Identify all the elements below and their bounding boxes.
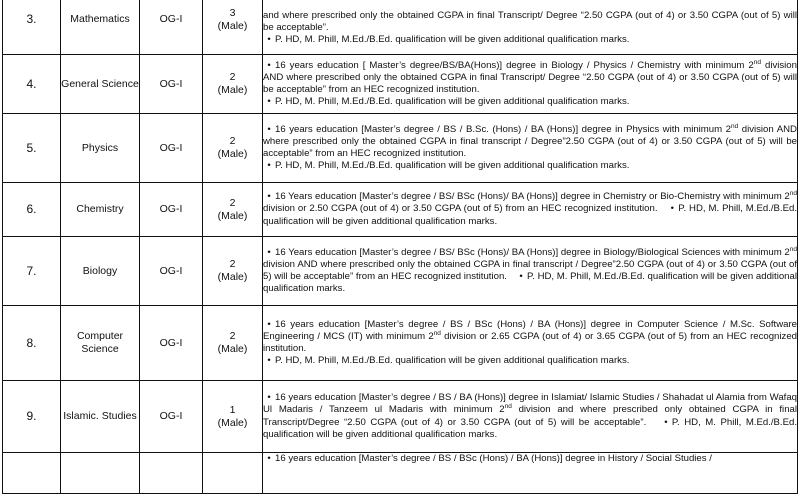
qualification-table bbox=[2, 0, 798, 494]
posts-gender: (Male) bbox=[217, 271, 248, 283]
bullet-icon: • bbox=[664, 416, 668, 428]
qualification-text: 16 Years education [Master’s degree / BS/ BSc (Hons)/ BA (Hons)] degree in Chemistry or Bio-Chemistry with minimum 2nd division or 2.50 CGPA (out of 4) or 3.50 CGPA (out of 5) from an HEC recognized institution. bbox=[263, 190, 797, 215]
qualification-text: 16 years education [Master’s degree / BS / B.Sc. (Hons) / BA (Hons)] degree in Physics with minimum 2nd division AND where prescribed only the obtained CGPA in final transcript / Degree”2.50 CGPA (out of 4) or 3.50 CGPA (out of 5) will be acceptable” from an HEC recognized institution. bbox=[263, 122, 797, 159]
posts-count: 3 bbox=[229, 6, 236, 19]
serial-number bbox=[3, 453, 61, 494]
qualification-cell bbox=[263, 306, 798, 381]
qualification-text: and where prescribed only the obtained CGPA in final Transcript/ Degree “2.50 CGPA (out of 4) or 3.50 CGPA (out of 5) will be acceptable”. bbox=[263, 9, 797, 33]
subject-name bbox=[61, 453, 140, 494]
bullet-icon: • bbox=[267, 96, 271, 108]
bullet-icon: • bbox=[267, 59, 271, 71]
qualification-cell bbox=[263, 237, 798, 306]
qualification-additional: P. HD, M. Phill, M.Ed./B.Ed. qualification will be given additional qualification marks. bbox=[263, 203, 797, 227]
bullet-icon: • bbox=[267, 355, 271, 367]
bullet-icon: • bbox=[267, 191, 271, 203]
serial-number: 9. bbox=[3, 381, 61, 453]
posts-count: 2 bbox=[229, 330, 236, 342]
posts-count: 2 bbox=[229, 258, 236, 270]
posts-count: 1 bbox=[229, 403, 236, 416]
posts-gender: (Male) bbox=[217, 84, 248, 96]
subject-name: General Science bbox=[61, 55, 140, 114]
qualification-additional: P. HD, M. Phill, M.Ed./B.Ed. qualification will be given additional qualification marks. bbox=[263, 416, 798, 440]
subject-name: Islamic. Studies bbox=[61, 381, 140, 453]
qualification-cell bbox=[263, 183, 798, 237]
grade: OG-I bbox=[140, 306, 203, 381]
qualification-additional: P. HD, M. Phill, M.Ed./B.Ed. qualification will be given additional qualification marks. bbox=[275, 34, 630, 46]
table-row bbox=[3, 55, 798, 114]
bullet-icon: • bbox=[267, 160, 271, 172]
posts-gender: (Male) bbox=[217, 416, 248, 429]
posts-count: 2 bbox=[229, 196, 236, 209]
qualification-additional: P. HD, M. Phill, M.Ed./B.Ed. qualification will be given additional qualification marks. bbox=[275, 160, 630, 172]
qualification-cell bbox=[263, 114, 798, 183]
bullet-icon: • bbox=[267, 123, 271, 135]
qualification-cell bbox=[263, 381, 798, 453]
bullet-icon: • bbox=[267, 392, 271, 404]
table-row bbox=[3, 381, 798, 453]
posts-cell bbox=[203, 0, 263, 55]
table-row bbox=[3, 306, 798, 381]
posts-cell bbox=[203, 381, 263, 453]
posts-cell bbox=[203, 306, 263, 381]
posts-cell bbox=[203, 237, 263, 306]
bullet-icon: • bbox=[670, 203, 674, 215]
posts-cell bbox=[203, 55, 263, 114]
serial-number: 7. bbox=[3, 237, 61, 306]
subject-name: Chemistry bbox=[61, 183, 140, 237]
posts-gender: (Male) bbox=[217, 343, 248, 355]
subject-name: Biology bbox=[61, 237, 140, 306]
bullet-icon: • bbox=[519, 271, 523, 282]
posts-gender: (Male) bbox=[217, 19, 248, 32]
subject-name: Physics bbox=[61, 114, 140, 183]
bullet-icon: • bbox=[267, 34, 271, 46]
qualification-additional: P. HD, M. Phill, M.Ed./B.Ed. qualification will be given additional qualification marks. bbox=[275, 355, 630, 367]
table-row bbox=[3, 183, 798, 237]
qualification-cell bbox=[263, 0, 798, 55]
qualification-cell bbox=[263, 55, 798, 114]
qualification-additional: P. HD, M. Phill, M.Ed./B.Ed. qualification will be given additional qualification marks. bbox=[263, 271, 797, 295]
grade: OG-I bbox=[140, 237, 203, 306]
qualification-text: 16 years education [Master’s degree / BS / BA (Hons)] degree in Islamiat/ Islamic Studies / Shahadat ul Alamia from Wafaq Ul Madaris / Tanzeem ul Madaris with minimum 2nd division and where prescribed only obtained CGPA in final Transcript/Degree “2.50 CGPA (out of 4) or 3.50 CGPA (out of 5) will be acceptable”. bbox=[263, 392, 797, 428]
posts-gender: (Male) bbox=[217, 148, 248, 160]
grade: OG-I bbox=[140, 0, 203, 55]
qualification-text: 16 years education [Master’s degree / BS / BSc (Hons) / BA (Hons)] degree in Computer Science / M.Sc. Software Engineering / MCS (IT) with minimum 2nd division or 2.65 CGPA (out of 4) or 3.65 CGPA (out of 5) from an HEC recognized institution. bbox=[263, 318, 797, 354]
table-row bbox=[3, 0, 798, 55]
posts-cell bbox=[203, 453, 263, 494]
serial-number: 3. bbox=[3, 0, 61, 55]
posts-gender: (Male) bbox=[217, 209, 248, 222]
qualification-additional: P. HD, M. Phill, M.Ed./B.Ed. qualification will be given additional qualification marks. bbox=[275, 96, 630, 108]
table-row bbox=[3, 237, 798, 306]
serial-number: 4. bbox=[3, 55, 61, 114]
table-row bbox=[3, 114, 798, 183]
bullet-icon: • bbox=[267, 246, 271, 258]
serial-number: 5. bbox=[3, 114, 61, 183]
serial-number: 8. bbox=[3, 306, 61, 381]
posts-count: 2 bbox=[229, 71, 236, 83]
posts-count: 2 bbox=[229, 135, 236, 147]
grade bbox=[140, 453, 203, 494]
table-row bbox=[3, 453, 798, 494]
qualification-cell bbox=[263, 453, 798, 494]
grade: OG-I bbox=[140, 381, 203, 453]
bullet-icon: • bbox=[267, 318, 271, 330]
posts-cell bbox=[203, 183, 263, 237]
subject-name: Computer Science bbox=[61, 306, 140, 381]
subject-name: Mathematics bbox=[61, 0, 140, 55]
grade: OG-I bbox=[140, 114, 203, 183]
qualification-text: 16 Years education [Master’s degree / BS/ BSc (Hons)/ BA (Hons)] degree in Biology/Biological Sciences with minimum 2nd division AND where prescribed only the obtained CGPA in final transcript / Degree”2.50 CGPA (out of 4) or 3.50 CGPA (out of 5) will be acceptable” from an HEC recognized institution. bbox=[263, 245, 797, 282]
grade: OG-I bbox=[140, 55, 203, 114]
qualification-text: 16 years education [ Master’s degree/BS/BA(Hons)] degree in Biology / Physics / Chemistry with minimum 2nd division AND where prescribed only the obtained CGPA in final Transcript/ Degree “2.50 CGPA (out of 4) or 3.50 CGPA (out of 5) will be acceptable” from an HEC recognized institution. bbox=[263, 58, 797, 95]
serial-number: 6. bbox=[3, 183, 61, 237]
qualification-text: 16 years education [Master’s degree / BS / BSc (Hons) / BA (Hons)] degree in History / Social Studies / bbox=[275, 453, 712, 464]
bullet-icon: • bbox=[267, 453, 271, 464]
grade: OG-I bbox=[140, 183, 203, 237]
posts-cell bbox=[203, 114, 263, 183]
